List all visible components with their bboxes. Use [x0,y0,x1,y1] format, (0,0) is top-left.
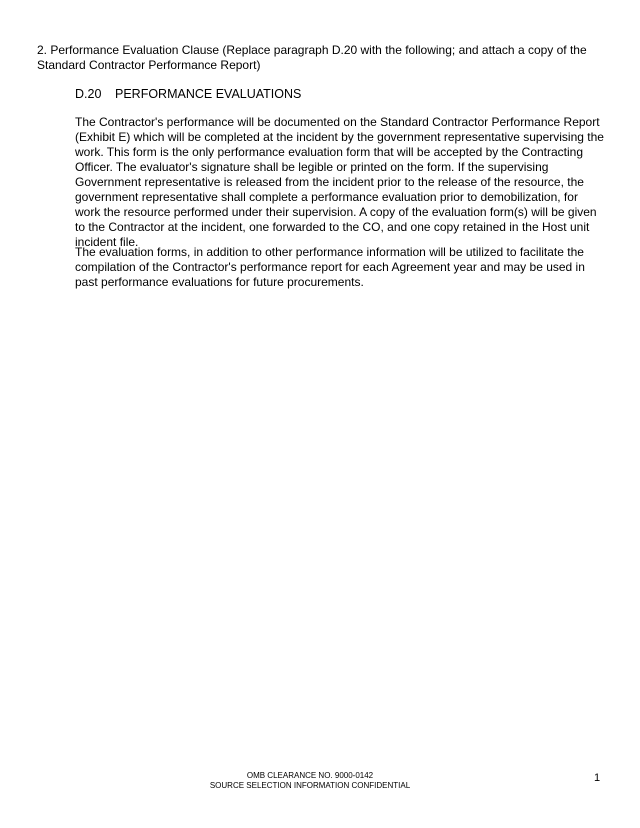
page-footer [0,771,620,791]
body-paragraph-1: The Contractor's performance will be documented on the Standard Contractor Performance Report (Exhibit E) which will be completed at the incident by the government representative supervising the work. This form is the only performance evaluation form that will be accepted by the Contracting Officer. The evaluator's signature shall be legible or printed on the form. If the supervising Government representative is released from the incident prior to the release of the resource, the government representative shall complete a performance evaluation prior to demobilization, for work the resource performed under their supervision. A copy of the evaluation form(s) will be given to the Contractor at the incident, one forwarded to the CO, and one copy retained in the Host unit incident file. [75,115,604,249]
section-number: D.20 [75,87,102,101]
footer-clearance: OMB CLEARANCE NO. 9000-0142 [246,771,374,780]
footer-confidential: SOURCE SELECTION INFORMATION CONFIDENTIAL [209,781,411,790]
body-paragraph-2: The evaluation forms, in addition to other performance information will be utilized to facilitate the compilation of the Contractor's performance report for each Agreement year and may be used in past performance evaluations for future procurements. [75,245,585,289]
page-number: 1 [594,772,601,784]
section-title: PERFORMANCE EVALUATIONS [115,87,302,101]
intro-clause: 2. Performance Evaluation Clause (Replace paragraph D.20 with the following; and attach a copy of the Standard Contractor Performance Report) [37,43,587,72]
section-heading [75,87,575,102]
